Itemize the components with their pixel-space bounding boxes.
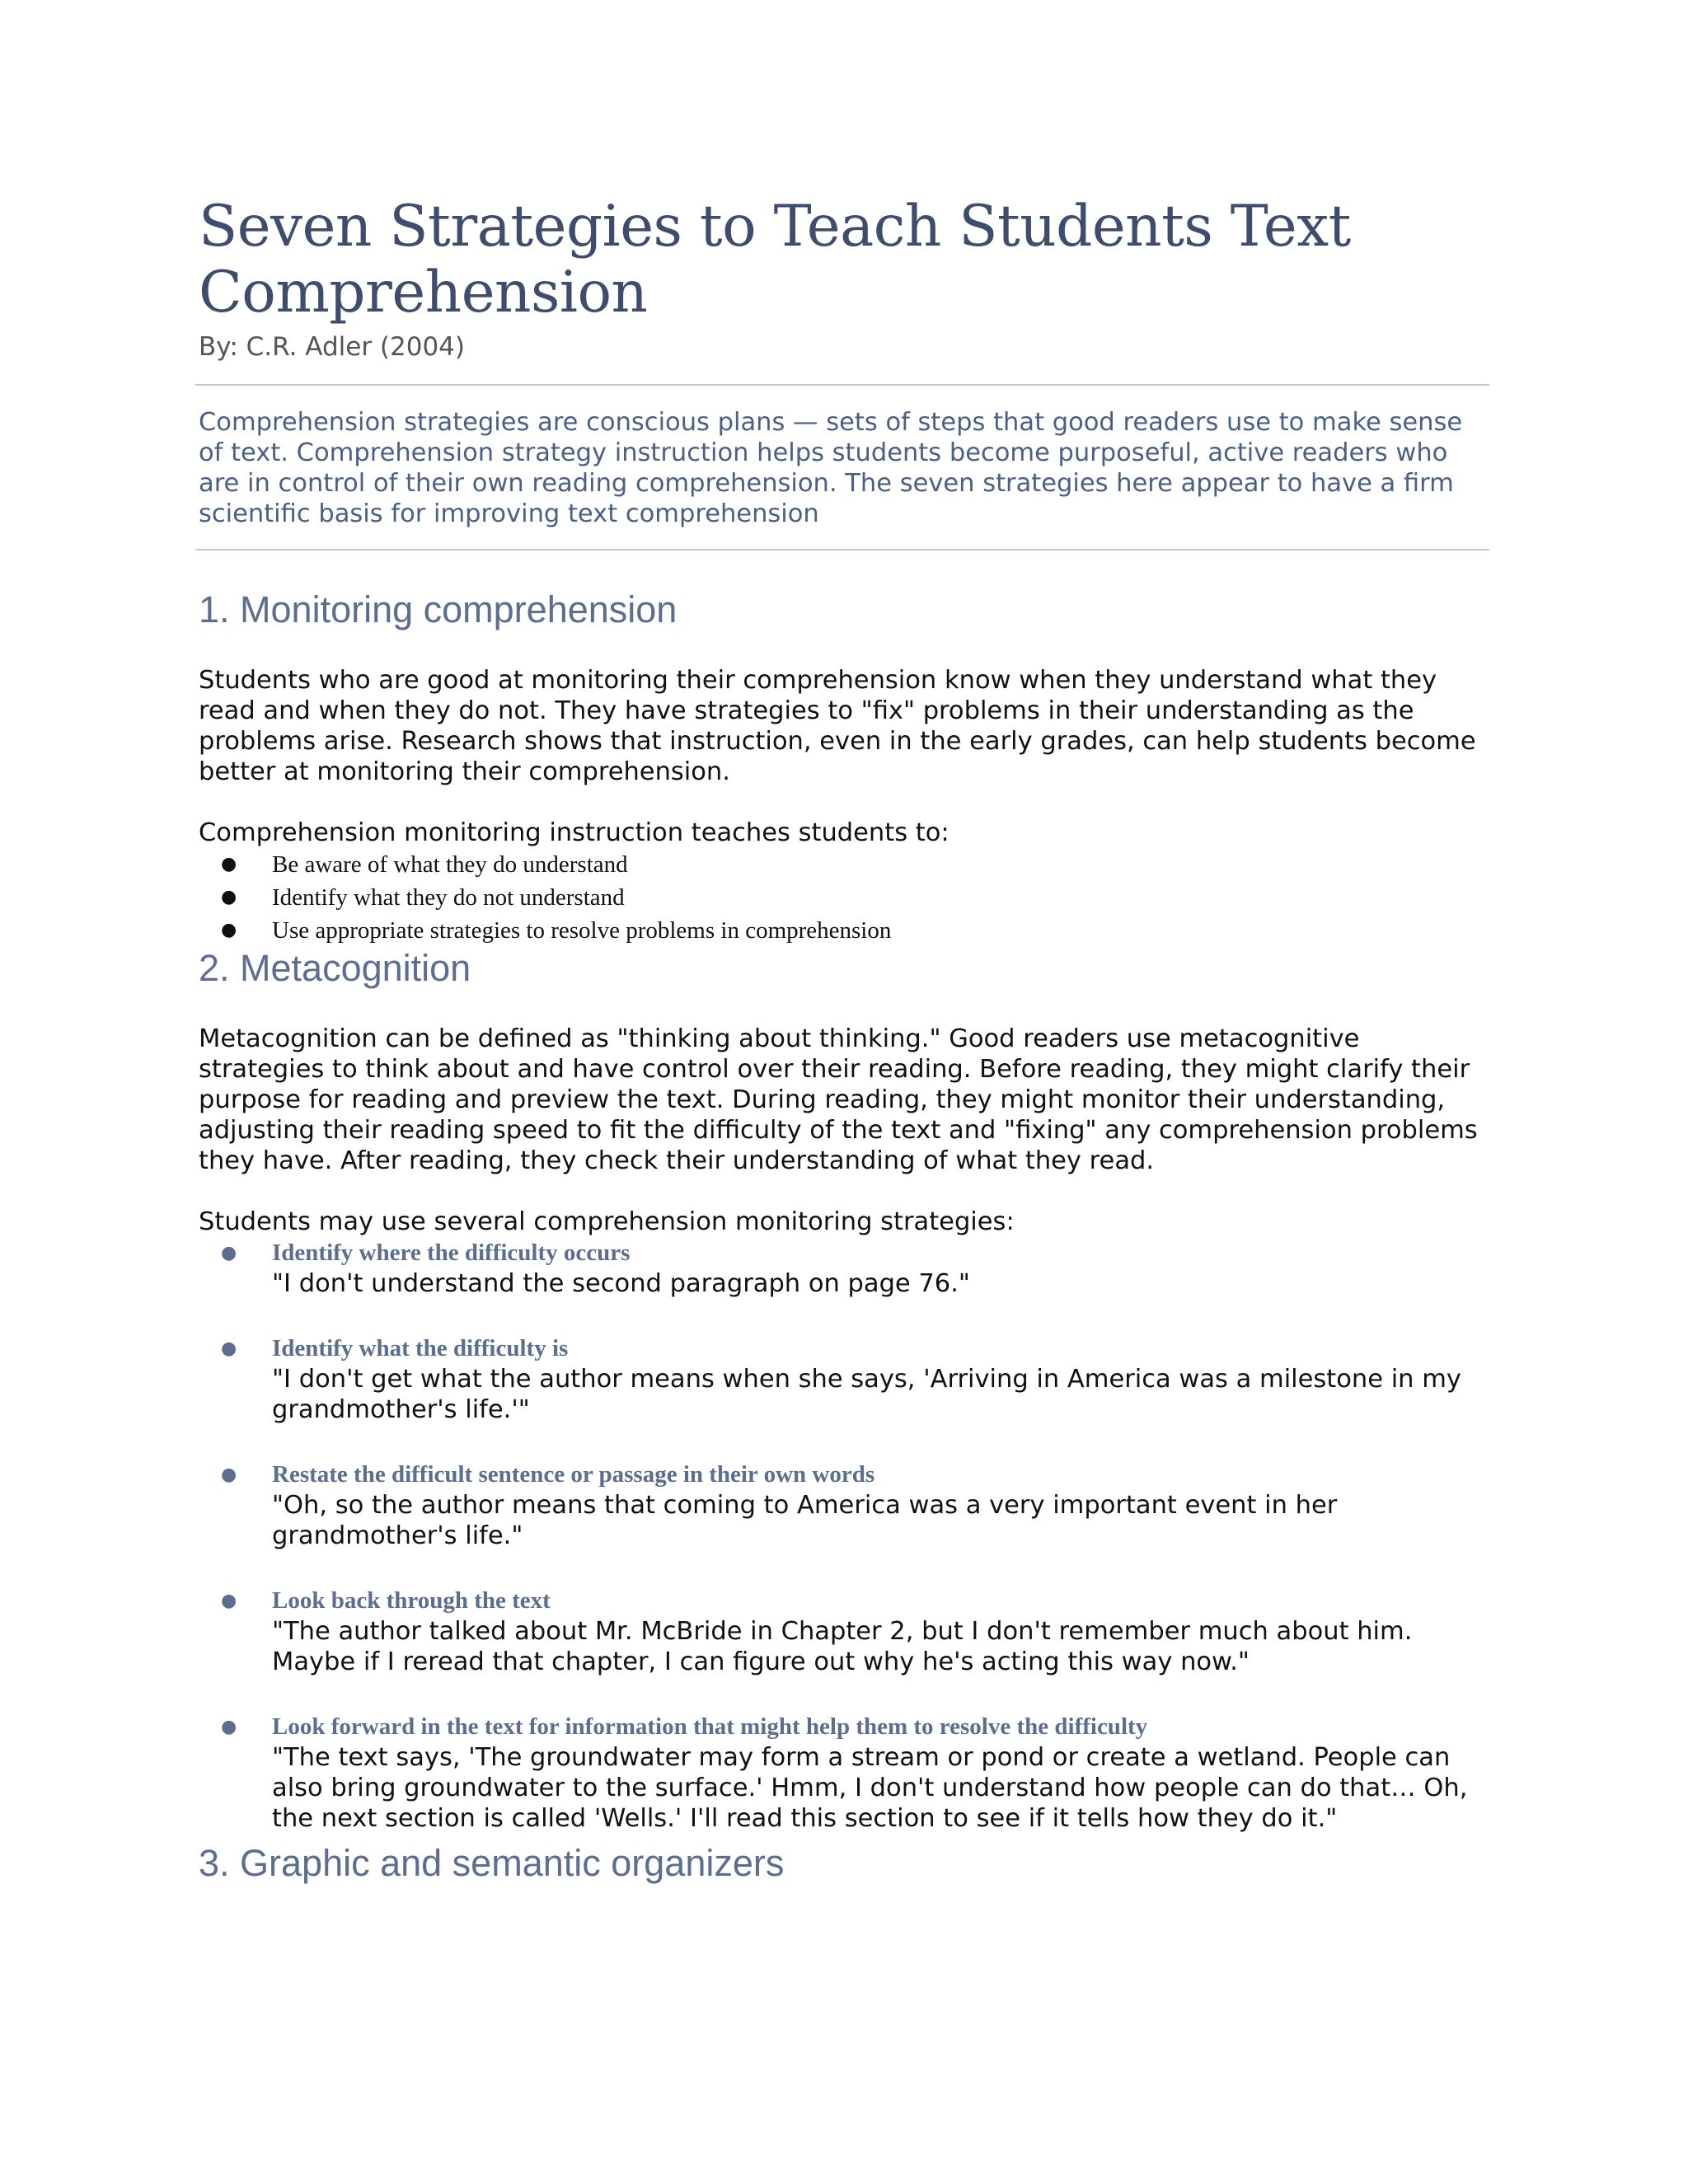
section-heading-organizers: 3. Graphic and semantic organizers — [199, 1842, 785, 1884]
list-intro: Students may use several comprehension monitoring strategies: — [199, 1207, 1015, 1236]
list-item: ● Identify what they do not understand — [199, 881, 1493, 914]
list-item: ● Be aware of what they do understand — [199, 848, 1493, 881]
list-intro: Comprehension monitoring instruction teaches students to: — [199, 818, 950, 847]
divider-bottom — [195, 549, 1489, 551]
list-item: ● Use appropriate strategies to resolve problems in comprehension — [199, 914, 1493, 947]
strategy-quote: "I don't understand the second paragraph on page 76." — [272, 1269, 970, 1298]
strategy-quote: "Oh, so the author means that coming to America was a very important event in her grandmother's life." — [272, 1491, 1338, 1550]
bullet-icon: ● — [221, 1717, 237, 1737]
strategy-heading: Look forward in the text for information that might help them to resolve the difficulty — [272, 1713, 1148, 1740]
page-title: Seven Strategies to Teach Students Text Comprehension — [199, 194, 1351, 326]
bullet-icon: ● — [221, 920, 237, 940]
list-item — [199, 1333, 1493, 1425]
list-item — [199, 1459, 1493, 1551]
bullet-icon: ● — [221, 854, 237, 874]
list-item — [199, 1711, 1493, 1834]
bullet-icon: ● — [221, 1243, 237, 1263]
strategy-quote: "I don't get what the author means when she says, 'Arriving in America was a milestone in my grandmother's life.'" — [272, 1365, 1461, 1424]
document-page — [199, 194, 1493, 1885]
strategy-heading: Look back through the text — [272, 1587, 551, 1614]
strategies-list — [199, 1237, 1493, 1834]
bullet-icon: ● — [221, 1338, 237, 1359]
bullet-icon: ● — [221, 1591, 237, 1611]
strategy-heading: Restate the difficult sentence or passage in their own words — [272, 1461, 875, 1488]
monitoring-list — [199, 848, 1493, 947]
strategy-quote: "The text says, 'The groundwater may form a stream or pond or create a wetland. People can also bring groundwater to the surface.' Hmm, I don't understand how people can do that… Oh, the next section is called 'Wells.' I'll read this section to see if it tells how they do it." — [272, 1743, 1468, 1833]
section-paragraph: Metacognition can be defined as "thinking about thinking." Good readers use metacognitive strategies to think about and have control over their reading. Before reading, they might clarify their purpose for reading and preview the text. During reading, they might monitor their understanding, adjusting their reading speed to fit the difficulty of the text and "fixing" any comprehension problems they have. After reading, they check their understanding of what they read. — [199, 1024, 1478, 1175]
list-item — [199, 1585, 1493, 1677]
byline: By: C.R. Adler (2004) — [199, 332, 466, 362]
list-item — [199, 1237, 1493, 1299]
divider-top — [195, 384, 1489, 386]
bullet-icon: ● — [221, 1465, 237, 1485]
bullet-icon: ● — [221, 887, 237, 907]
section-heading-metacognition: 2. Metacognition — [199, 947, 471, 989]
strategy-heading: Identify where the difficulty occurs — [272, 1240, 631, 1266]
strategy-quote: "The author talked about Mr. McBride in Chapter 2, but I don't remember much about him. Maybe if I reread that chapter, I can figure out why he's acting this way now." — [272, 1617, 1413, 1676]
section-paragraph: Students who are good at monitoring their comprehension know when they understand what they read and when they do not. They have strategies to "fix" problems in their understanding as the problems arise. Research shows that instruction, even in the early grades, can help students become better at monitoring their comprehension. — [199, 666, 1476, 786]
intro-paragraph: Comprehension strategies are conscious plans — sets of steps that good readers use to make sense of text. Comprehension strategy instruction helps students become purposeful, active readers who are in control of their own reading comprehension. The seven strategies here appear to have a firm scientific basis for improving text comprehension — [199, 408, 1463, 528]
section-heading-monitoring: 1. Monitoring comprehension — [199, 588, 678, 630]
strategy-heading: Identify what the difficulty is — [272, 1335, 569, 1361]
